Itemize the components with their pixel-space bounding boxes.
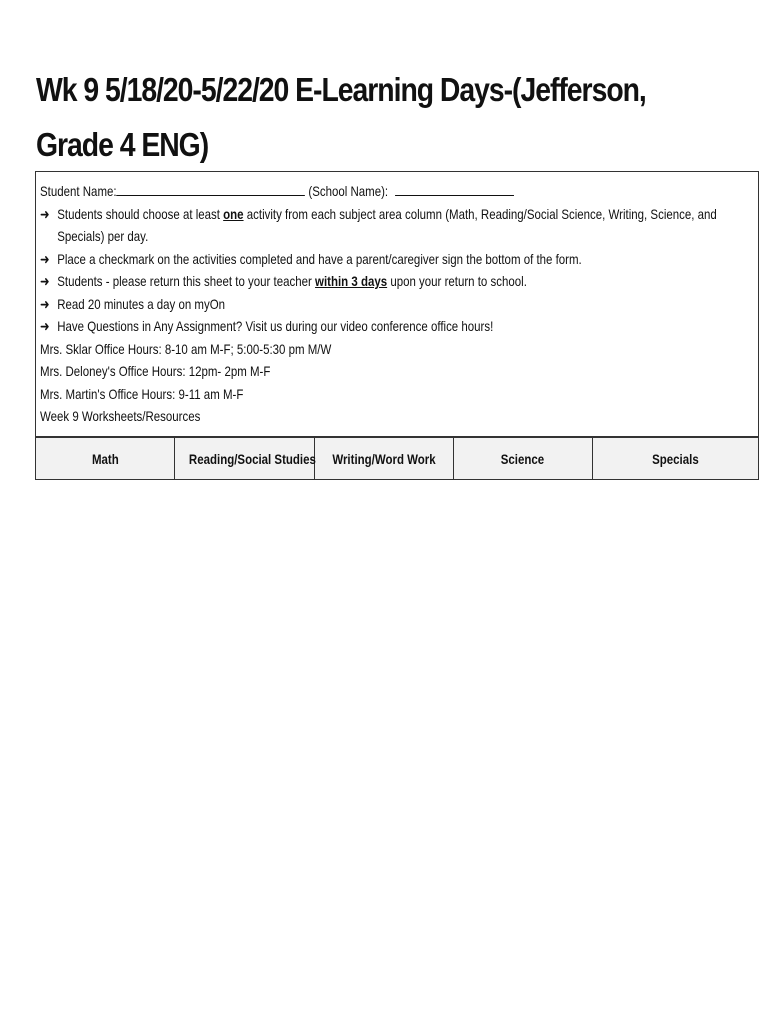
instruction-text: Place a checkmark on the activities completed and have a parent/caregiver sign the bottom of the form. (57, 250, 582, 267)
office-hours-deloney: Mrs. Deloney's Office Hours: 12pm- 2pm M-F (40, 363, 271, 379)
column-header-math: Math (36, 438, 175, 480)
arrow-icon: ➜ (40, 250, 50, 267)
instruction-item (40, 248, 753, 271)
instructions-box (35, 171, 759, 437)
instruction-text: Have Questions in Any Assignment? Visit us during our video conference office hours! (57, 318, 494, 334)
school-name-field[interactable] (395, 181, 514, 196)
table-header-row (36, 438, 759, 480)
subject-table (35, 437, 759, 480)
instruction-text: Read 20 minutes a day on myOn (57, 295, 226, 312)
instruction-text: Students - please return this sheet to your teacher (57, 273, 316, 289)
instruction-item (40, 315, 753, 338)
student-name-field[interactable] (117, 181, 306, 196)
resources-label: Week 9 Worksheets/Resources (40, 408, 201, 424)
instruction-item (40, 293, 753, 316)
column-header-science: Science (453, 438, 592, 480)
student-name-row (40, 180, 753, 203)
column-header-reading: Reading/Social Studies (175, 438, 314, 480)
arrow-icon: ➜ (40, 205, 50, 222)
instruction-text: Students should choose at least (57, 205, 224, 222)
office-hours-sklar: Mrs. Sklar Office Hours: 8-10 am M-F; 5:00-5:30 pm M/W (40, 340, 332, 357)
arrow-icon: ➜ (40, 295, 50, 312)
office-hours-martin: Mrs. Martin's Office Hours: 9-11 am M-F (40, 385, 244, 402)
instruction-emphasis: within 3 days (315, 273, 388, 289)
arrow-icon: ➜ (40, 318, 50, 334)
column-header-writing: Writing/Word Work (314, 438, 453, 480)
school-name-label: (School Name): (308, 183, 389, 199)
page-title: Wk 9 5/18/20-5/22/20 E-Learning Days-(Jefferson, Grade 4 ENG) (36, 71, 646, 163)
column-header-specials: Specials (593, 438, 759, 480)
instruction-item (40, 270, 753, 293)
instruction-text: upon your return to school. (387, 273, 527, 289)
instruction-emphasis: one (223, 205, 244, 222)
arrow-icon: ➜ (40, 273, 50, 289)
instruction-item (40, 203, 753, 248)
instruction-text: activity from each subject area column (Math, Reading/Social Science, Writing, Science, and Specials) per day. (57, 205, 717, 244)
student-name-label: Student Name: (40, 183, 117, 199)
